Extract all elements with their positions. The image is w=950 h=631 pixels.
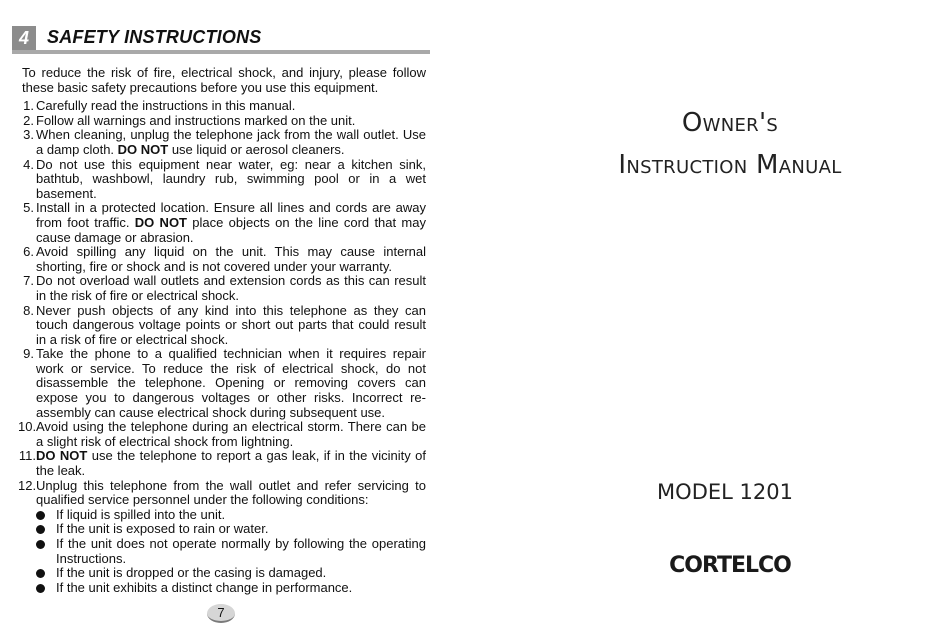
list-item: 12. Unplug this telephone from the wall outlet and refer servicing to qualified service personnel under the following conditions: If liquid is spilled into the unit. If the unit is exposed to rain or water. If the unit does not operate normally by following the operating Instructions. If the unit is dropped or the casing is damaged. If the unit exhibits a distinct change in performance. [18,477,426,595]
bullet-icon [36,540,45,549]
header-rule [12,50,430,54]
condition-item: If liquid is spilled into the unit. [36,508,426,523]
list-item: 11. DO NOT use the telephone to report a gas leak, if in the vicinity of the leak. [18,448,426,479]
condition-item: If the unit is dropped or the casing is damaged. [36,566,426,581]
model-number: MODEL 1201 [657,480,793,504]
section-header [12,26,430,56]
list-item: 5. Install in a protected location. Ensure all lines and cords are away from foot traffic. DO NOT place objects on the line cord that may cause damage or abrasion. [23,200,426,245]
bullet-icon [36,569,45,578]
list-item: 7. Do not overload wall outlets and extension cords as this can result in the risk of fire or electrical shock. [23,273,426,303]
section-title: SAFETY INSTRUCTIONS [47,27,262,47]
condition-item: If the unit exhibits a distinct change in performance. [36,581,426,596]
list-item: 4. Do not use this equipment near water, eg: near a kitchen sink, bathtub, washbowl, laundry rub, swimming pool or in a wet basement. [23,156,426,201]
cover-title-line2: Instruction Manual [618,150,842,180]
section-number-badge: 4 [12,26,36,50]
condition-list [36,508,426,596]
list-item: 10. Avoid using the telephone during an electrical storm. There can be a slight risk of electrical shock from lightning. [18,419,426,449]
safety-instructions [18,65,426,595]
list-item: 8. Never push objects of any kind into this telephone as they can touch dangerous voltage points or short out parts that could result in a risk of fire or electrical shock. [23,302,426,347]
list-item: 6. Avoid spilling any liquid on the unit. This may cause internal shorting, fire or shock and is not covered under your warranty. [23,244,426,274]
intro-text: To reduce the risk of fire, electrical shock, and injury, please follow these basic safety precautions before you use this equipment. [22,65,426,95]
list-item: 1. Carefully read the instructions in this manual. [23,98,296,114]
bullet-icon [36,525,45,534]
condition-item: If the unit is exposed to rain or water. [36,522,426,537]
bullet-icon [36,584,45,593]
bullet-icon [36,511,45,520]
list-item: 2. Follow all warnings and instructions marked on the unit. [23,112,356,128]
condition-item: If the unit does not operate normally by following the operating Instructions. [36,537,426,566]
list-item: 9. Take the phone to a qualified technician when it requires repair work or service. To reduce the risk of electrical shock, do not disassemble the telephone. Opening or removing covers can expose you to dangerous voltages or other risks. Incorrect re-assembly can cause electrical shock during subsequent use. [23,346,426,420]
list-item: 3. When cleaning, unplug the telephone jack from the wall outlet. Use a damp cloth. DO NOT use liquid or aerosol cleaners. [23,127,426,157]
cortelco-logo: CORTELCO [669,553,791,578]
page-number: 7 [207,604,235,623]
cover-title-line1: Owner's [681,108,779,138]
instruction-list [18,98,426,595]
